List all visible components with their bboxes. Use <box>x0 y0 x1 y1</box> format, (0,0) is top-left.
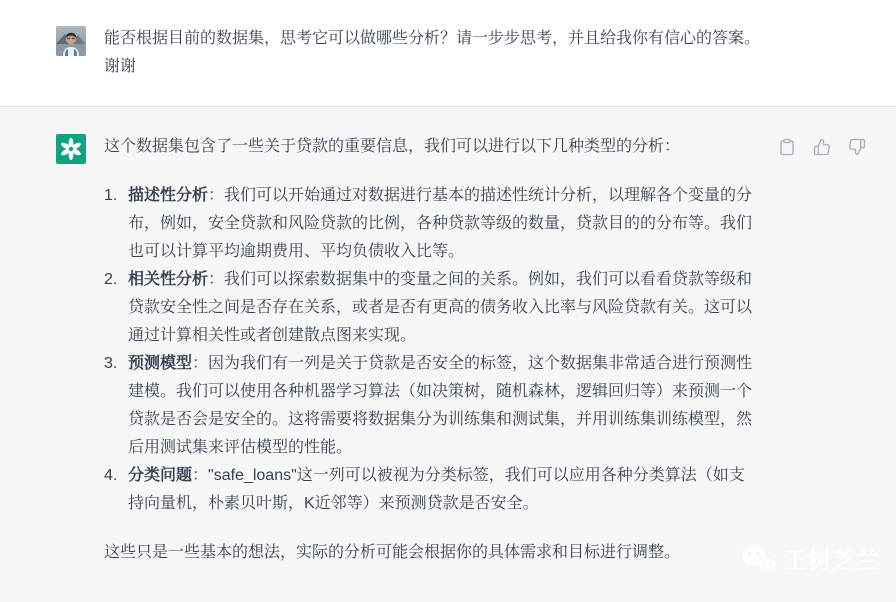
list-item-label: 描述性分析 <box>128 187 209 204</box>
assistant-message-row <box>0 107 896 602</box>
list-item-number: 2. <box>104 271 118 288</box>
list-item-label: 相关性分析 <box>128 271 209 288</box>
analysis-list <box>104 182 760 518</box>
list-item-label: 预测模型 <box>128 355 193 372</box>
assistant-intro: 这个数据集包含了一些关于贷款的重要信息，我们可以进行以下几种类型的分析： <box>104 138 681 155</box>
user-message-row <box>0 0 896 107</box>
list-item-number: 4. <box>104 467 118 484</box>
user-avatar <box>56 26 86 56</box>
copy-icon <box>778 138 796 156</box>
list-item-number: 3. <box>104 355 118 372</box>
thumbs-up-button[interactable] <box>813 138 831 156</box>
user-photo-icon <box>56 26 86 56</box>
chatgpt-avatar <box>56 134 86 164</box>
copy-button[interactable] <box>778 138 796 156</box>
list-item-number: 1. <box>104 187 118 204</box>
message-actions <box>778 133 866 156</box>
list-item-text: ：因为我们有一列是关于贷款是否安全的标签，这个数据集非常适合进行预测性建模。我们可以使用各种机器学习算法（如决策树，随机森林，逻辑回归等）来预测一个贷款是否会是安全的。这将需要将数据集分为训练集和测试集，并用训练集训练模型，然后用测试集来评估模型的性能。 <box>128 355 753 456</box>
list-item-text: ：我们可以开始通过对数据进行基本的描述性统计分析，以理解各个变量的分布，例如，安全贷款和风险贷款的比例，各种贷款等级的数量，贷款目的的分布等。我们也可以计算平均逾期费用、平均负债收入比等。 <box>128 187 753 260</box>
list-item <box>104 182 760 266</box>
assistant-message-content <box>104 133 760 567</box>
list-item-label: 分类问题 <box>128 467 193 484</box>
thumbs-up-icon <box>813 138 831 156</box>
list-item <box>104 266 760 350</box>
watermark-text: 王树芝兰 <box>784 547 880 573</box>
assistant-closing: 这些只是一些基本的想法，实际的分析可能会根据你的具体需求和目标进行调整。 <box>104 544 681 561</box>
user-message-text: 能否根据目前的数据集，思考它可以做哪些分析？请一步步思考，并且给我你有信心的答案。谢谢 <box>104 30 761 75</box>
openai-logo-icon <box>60 138 82 160</box>
list-item-text: ：我们可以探索数据集中的变量之间的关系。例如，我们可以看看贷款等级和贷款安全性之间是否存在关系，或者是否有更高的债务收入比率与风险贷款有关。这可以通过计算相关性或者创建散点图来实现。 <box>128 271 753 344</box>
thumbs-down-button[interactable] <box>848 138 866 156</box>
list-item <box>104 462 760 518</box>
list-item-text: ："safe_loans"这一列可以被视为分类标签，我们可以应用各种分类算法（如支持向量机，朴素贝叶斯，K近邻等）来预测贷款是否安全。 <box>128 467 745 512</box>
list-item <box>104 350 760 462</box>
thumbs-down-icon <box>848 138 866 156</box>
